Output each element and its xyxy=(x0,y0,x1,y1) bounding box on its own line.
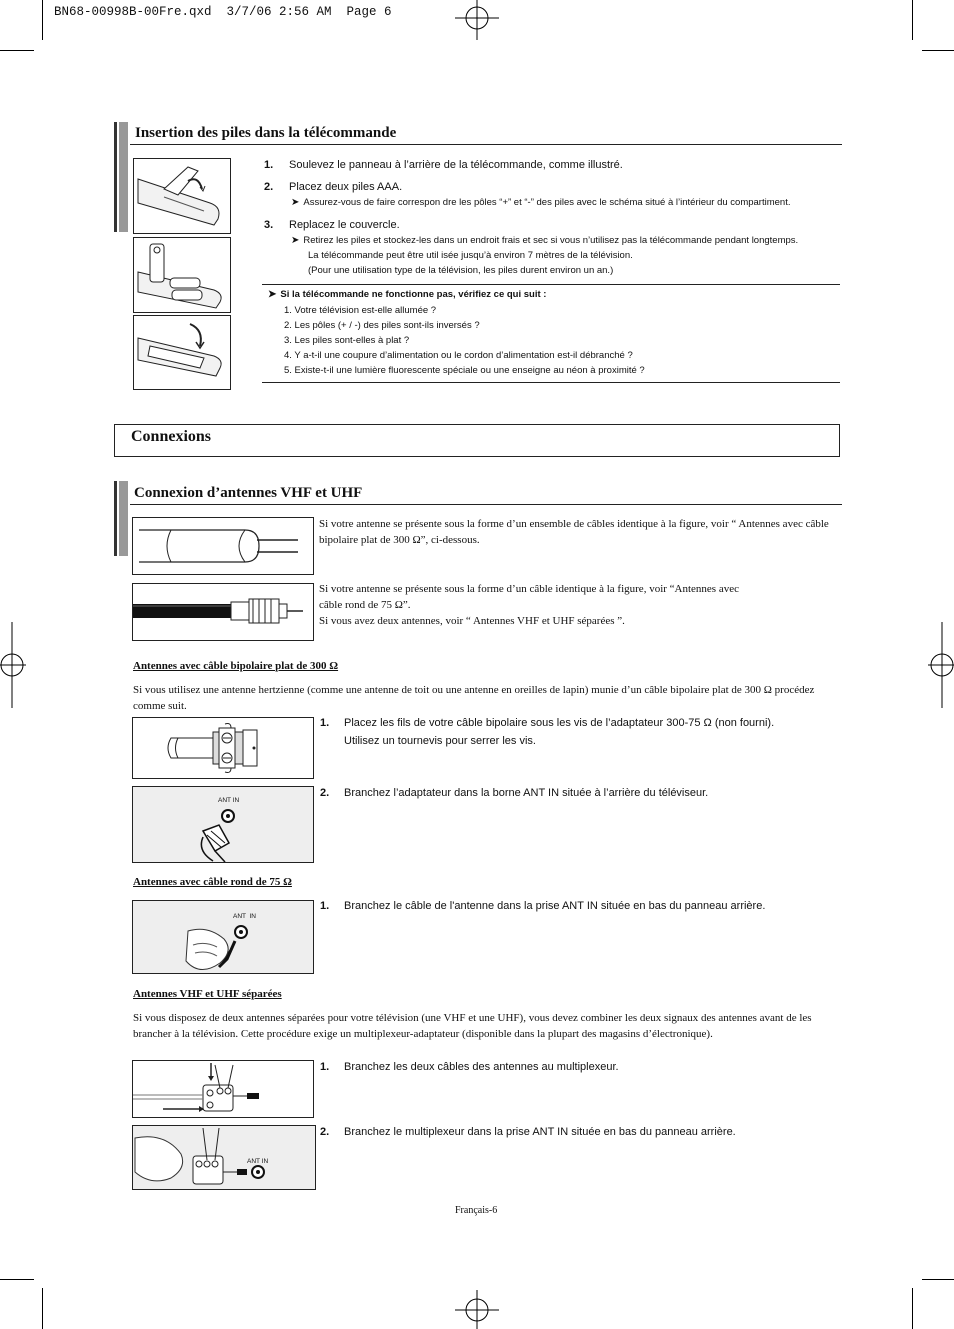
crop-mark xyxy=(0,50,34,51)
remote-insert-batteries-figure xyxy=(133,237,231,313)
step-text: Soulevez le panneau à l’arrière de la télécommande, comme illustré. xyxy=(289,159,623,171)
step-number: 2. xyxy=(320,1126,330,1138)
step-note xyxy=(291,195,790,210)
checklist-item: 3. Les piles sont-elles à plat ? xyxy=(284,335,410,346)
subsection-title-twin-lead: Antennes avec câble bipolaire plat de 300 Ω xyxy=(133,660,339,672)
checklist-item: 2. Les pôles (+ / -) des piles sont-ils inversés ? xyxy=(284,320,480,331)
step-text: Branchez le câble de l'antenne dans la prise ANT IN située en bas du panneau arrière. xyxy=(344,900,766,912)
crop-mark xyxy=(912,1288,913,1329)
step-number: 1. xyxy=(320,900,330,912)
registration-mark-icon xyxy=(0,622,26,708)
checklist-item: 1. Votre télévision est-elle allumée ? xyxy=(284,305,437,316)
remote-open-cover-figure xyxy=(133,158,231,234)
subsection-title-coax: Antennes avec câble rond de 75 Ω xyxy=(133,876,292,888)
section-sidebar-bar xyxy=(114,481,128,556)
antenna-intro-separate: Si vous avez deux antennes, voir “ Antennes VHF et UHF séparées ”. xyxy=(319,615,625,627)
step-text: Replacez le couvercle. xyxy=(289,219,400,231)
step-text: Branchez les deux câbles des antennes au multiplexeur. xyxy=(344,1061,619,1073)
registration-mark-icon xyxy=(455,0,499,42)
checklist-item: 4. Y a-t-il une coupure d’alimentation ou le cordon d’alimentation est-il débranché ? xyxy=(284,350,633,361)
crop-mark xyxy=(42,1288,43,1329)
remote-close-cover-figure xyxy=(133,315,231,390)
step-number: 3. xyxy=(264,219,274,231)
step-number: 1. xyxy=(320,717,330,729)
section-title-antennas: Connexion d’antennes VHF et UHF xyxy=(134,485,363,501)
coax-ant-in-figure xyxy=(132,900,314,974)
checklist-title xyxy=(268,287,546,302)
step-number: 2. xyxy=(320,787,330,799)
step-text: Placez les fils de votre câble bipolaire sous les vis de l’adaptateur 300-75 Ω (non fourni). xyxy=(344,717,775,729)
step-number: 1. xyxy=(264,159,274,171)
ant-in-label: ANT IN xyxy=(247,1158,269,1165)
step-text: Utilisez un tournevis pour serrer les vis. xyxy=(344,735,536,747)
adapter-screws-figure xyxy=(132,717,314,779)
section-rule xyxy=(130,504,842,505)
checklist-rule-bottom xyxy=(262,382,840,383)
pointer-arrow-icon: ➤ xyxy=(291,235,300,246)
crop-mark xyxy=(912,0,913,40)
print-header: BN68-00998B-00Fre.qxd 3/7/06 2:56 AM Page 6 xyxy=(54,5,392,19)
pointer-arrow-icon: ➤ xyxy=(268,289,277,300)
pointer-arrow-icon: ➤ xyxy=(291,197,300,208)
coax-cable-figure xyxy=(132,583,314,641)
section-title-batteries: Insertion des piles dans la télécommande xyxy=(135,125,397,141)
step-note-text: Assurez-vous de faire correspon dre les pôles “+” et “-” des piles avec le schéma situé à l’intérieur du compartiment. xyxy=(303,197,791,208)
step-text: Branchez l’adaptateur dans la borne ANT IN située à l’arrière du téléviseur. xyxy=(344,787,709,799)
section-sidebar-bar xyxy=(114,122,128,232)
step-note xyxy=(291,233,798,248)
step-number: 2. xyxy=(264,181,274,193)
antenna-intro-coax-line2: câble rond de 75 Ω”. xyxy=(319,599,411,611)
multiplexer-ant-in-figure xyxy=(132,1125,316,1190)
step-text: Branchez le multiplexeur dans la prise ANT IN située en bas du panneau arrière. xyxy=(344,1126,736,1138)
section-rule xyxy=(130,144,842,145)
registration-mark-icon xyxy=(455,1290,499,1329)
twin-lead-cable-figure xyxy=(132,517,314,575)
checklist-title-text: Si la télécommande ne fonctionne pas, vérifiez ce qui suit : xyxy=(280,289,547,300)
antenna-intro-twin-lead: Si votre antenne se présente sous la forme d’un ensemble de câbles identique à la figure, voir “ Antennes avec câble bipolaire plat de 300 Ω”, ci-dessous. xyxy=(319,518,829,546)
registration-mark-icon xyxy=(928,622,954,708)
crop-mark xyxy=(922,50,954,51)
connexions-title: Connexions xyxy=(131,428,212,445)
ant-in-adapter-figure xyxy=(132,786,314,863)
step-note-text: (Pour une utilisation type de la télévision, les piles durent environ un an.) xyxy=(308,265,614,276)
step-note-text: La télécommande peut être util isée jusqu’à environ 7 mètres de la télévision. xyxy=(308,250,633,261)
step-number: 1. xyxy=(320,1061,330,1073)
subsection-text-twin-lead: Si vous utilisez une antenne hertzienne (comme une antenne de toit ou une antenne en oreilles de lapin) munie d’un câble bipolaire plat de 300 Ω procédez comme suit. xyxy=(133,684,815,712)
ant-in-label: ANT IN xyxy=(233,913,256,920)
checklist-rule-top xyxy=(262,284,840,285)
subsection-title-separate: Antennes VHF et UHF séparées xyxy=(133,988,282,1000)
connexions-banner xyxy=(114,424,840,457)
page-number: Français-6 xyxy=(455,1205,498,1216)
subsection-text-separate: Si vous disposez de deux antennes séparées pour votre télévision (une VHF et une UHF), vous devez combiner les deux signaux des antennes avant de les brancher à la télévision. Cette procédure exige un multiplexeur-adaptateur (disponible dans la plupart des magasins d’électronique). xyxy=(133,1012,812,1040)
ant-in-label: ANT IN xyxy=(218,797,240,804)
checklist-item: 5. Existe-t-il une lumière fluorescente spéciale ou une enseigne au néon à proximité ? xyxy=(284,365,645,376)
step-text: Placez deux piles AAA. xyxy=(289,181,403,193)
crop-mark xyxy=(0,1279,34,1280)
crop-mark xyxy=(42,0,43,40)
crop-mark xyxy=(922,1279,954,1280)
step-note-text: Retirez les piles et stockez-les dans un endroit frais et sec si vous n’utilisez pas la télécommande pendant longtemps. xyxy=(303,235,799,246)
antenna-intro-coax-line1: Si votre antenne se présente sous la forme d’un câble identique à la figure, voir “Antennes avec xyxy=(319,583,739,595)
multiplexer-cables-figure xyxy=(132,1060,314,1118)
